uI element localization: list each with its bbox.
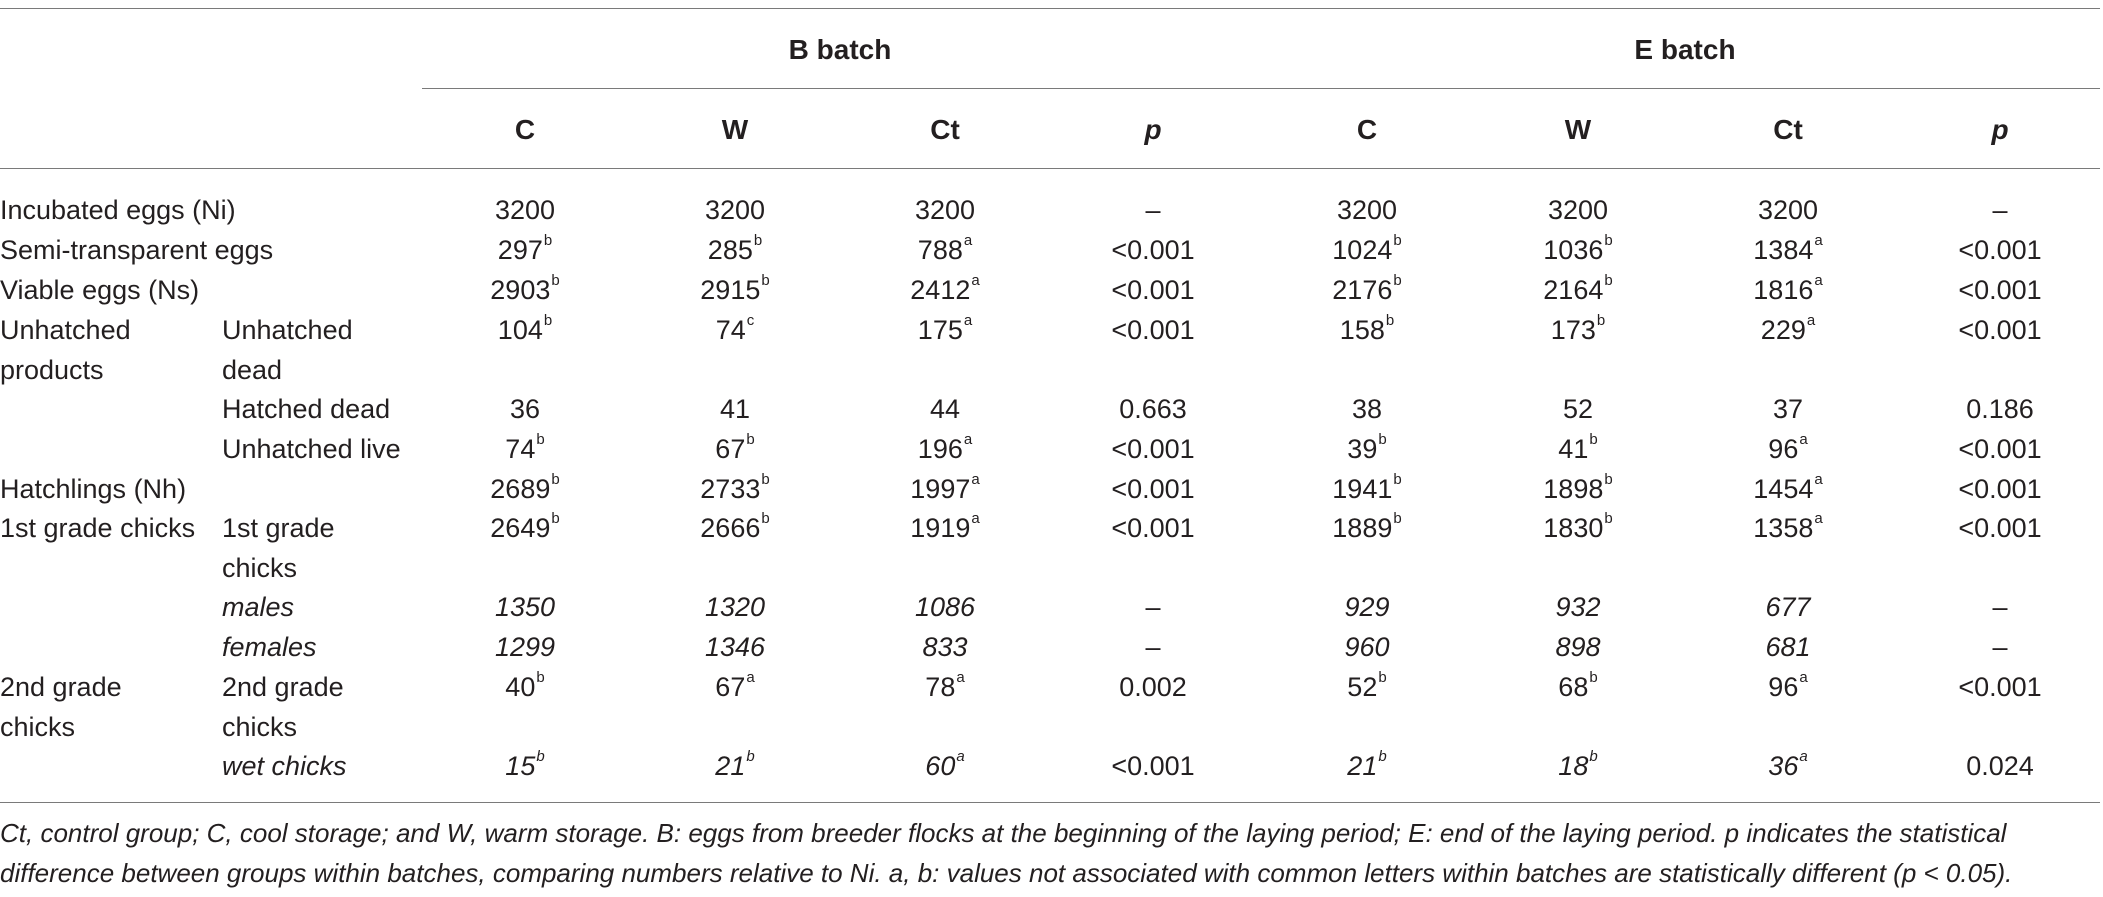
row-group-label: 2nd grade chicks [0, 672, 122, 742]
table-footnote: Ct, control group; C, cool storage; and W, warm storage. B: eggs from breeder flocks at the beginning of the laying period; E: end of the laying period. p indicates the statistical difference between groups within batches, comparing numbers relative to Ni. a, b: values not associated with common letters within batches are statistically different (p < 0.05). [0, 818, 2013, 888]
table-cell [705, 587, 765, 627]
cell-value: 18 [1558, 751, 1589, 781]
cell-value: 681 [1765, 632, 1811, 662]
cell-value: 44 [929, 394, 961, 424]
table-cell [1111, 270, 1194, 310]
column-header: p [1144, 114, 1162, 145]
table-cell [495, 587, 555, 627]
cell-value: 68 [1558, 672, 1589, 702]
cell-value: 67 [715, 434, 746, 464]
cell-value: 74 [715, 315, 746, 345]
cell-value: 677 [1765, 592, 1811, 622]
table-cell [1765, 587, 1810, 627]
cell-value: 40 [505, 672, 536, 702]
table-cell [1145, 627, 1160, 667]
cell-value: 104 [497, 315, 543, 345]
significance-letter: a [746, 669, 755, 686]
significance-letter: b [1385, 312, 1395, 329]
table-cell [910, 508, 979, 548]
significance-letter: a [971, 471, 980, 488]
table-cell [1753, 469, 1822, 509]
table-cell [1753, 508, 1822, 548]
significance-letter: b [543, 312, 553, 329]
table-cell [700, 270, 769, 310]
table-cell [918, 429, 972, 469]
table-bottom-rule [0, 802, 2100, 803]
table-cell [1761, 310, 1815, 350]
row-sub-label: males [222, 592, 295, 622]
cell-value: 0.663 [1119, 394, 1187, 424]
table-cell [1119, 667, 1187, 707]
table-cell [915, 190, 975, 230]
cell-value: 2649 [490, 513, 551, 543]
cell-value: 2176 [1332, 275, 1393, 305]
table-cell [1548, 190, 1608, 230]
cell-value: – [1992, 632, 2008, 662]
cell-value: 2689 [490, 474, 551, 504]
column-header: Ct [930, 114, 960, 145]
significance-letter: b [1378, 748, 1387, 765]
cell-value: – [1145, 592, 1161, 622]
significance-letter: b [746, 431, 755, 448]
significance-letter: b [761, 510, 770, 527]
cell-value: 1350 [494, 592, 556, 622]
significance-letter: a [1814, 471, 1823, 488]
significance-letter: a [971, 510, 980, 527]
significance-letter: b [1596, 312, 1606, 329]
table-cell [1352, 389, 1382, 429]
table-cell [1758, 190, 1818, 230]
significance-letter: a [963, 312, 973, 329]
cell-value: 67 [715, 672, 746, 702]
row-sub-label: Unhatched dead [222, 315, 353, 385]
cell-value: 1036 [1543, 235, 1604, 265]
cell-value: 2903 [490, 275, 551, 305]
cell-value: 929 [1344, 592, 1390, 622]
cell-value: 3200 [914, 195, 976, 225]
significance-letter: c [746, 312, 755, 329]
cell-value: 41 [719, 394, 751, 424]
batch-header-b: B batch [788, 34, 892, 65]
significance-letter: b [1393, 272, 1402, 289]
cell-value: <0.001 [1111, 434, 1195, 464]
cell-value: – [1992, 592, 2008, 622]
significance-letter: b [543, 232, 553, 249]
table-cell [505, 429, 544, 469]
cell-value: 1024 [1332, 235, 1393, 265]
cell-value: 2915 [700, 275, 761, 305]
significance-letter: b [1393, 232, 1402, 249]
cell-value: <0.001 [1958, 235, 2042, 265]
cell-value: 0.002 [1119, 672, 1187, 702]
table-cell [1111, 469, 1194, 509]
cell-value: 96 [1768, 672, 1799, 702]
row-group-label: Viable eggs (Ns) [0, 275, 200, 305]
table-cell [1543, 508, 1612, 548]
cell-value: 3200 [1547, 195, 1609, 225]
significance-letter: b [536, 431, 545, 448]
significance-letter: b [1604, 471, 1613, 488]
table-cell [1111, 429, 1194, 469]
significance-letter: a [963, 431, 973, 448]
table-cell [708, 230, 762, 270]
cell-value: 96 [1768, 434, 1799, 464]
table-cell [505, 667, 544, 707]
table-cell [1111, 508, 1194, 548]
cell-value: 3200 [1757, 195, 1819, 225]
significance-letter: a [1814, 510, 1823, 527]
table-cell [1753, 270, 1822, 310]
cell-value: <0.001 [1958, 315, 2042, 345]
cell-value: 36 [509, 394, 541, 424]
table-cell [1344, 587, 1389, 627]
table-cell [1958, 667, 2041, 707]
table-cell [1958, 429, 2041, 469]
cell-value: <0.001 [1111, 315, 1195, 345]
row-sub-label: 2nd grade chicks [222, 672, 344, 742]
batch-header-e: E batch [1634, 34, 1736, 65]
table-cell [1332, 469, 1401, 509]
significance-letter: a [963, 232, 973, 249]
cell-value: 36 [1768, 751, 1799, 781]
table-cell [495, 190, 555, 230]
cell-value: 21 [715, 751, 746, 781]
table-cell [1111, 310, 1194, 350]
table-cell [1768, 667, 1807, 707]
cell-value: <0.001 [1958, 434, 2042, 464]
table-cell [1958, 270, 2041, 310]
cell-value: 74 [505, 434, 536, 464]
table-cell [1992, 627, 2007, 667]
row-sub-label: wet chicks [222, 751, 347, 781]
table-cell [1344, 627, 1389, 667]
table-cell [1768, 746, 1807, 786]
table-cell [922, 627, 967, 667]
table-cell [1966, 389, 2034, 429]
row-sub-label: 1st grade chicks [222, 513, 335, 583]
table-cell [700, 508, 769, 548]
cell-value: 3200 [1336, 195, 1398, 225]
cell-value: 932 [1555, 592, 1601, 622]
cell-value: 38 [1351, 394, 1383, 424]
cell-value: 285 [707, 235, 753, 265]
table-cell [1332, 508, 1401, 548]
significance-letter: a [1814, 232, 1823, 249]
row-group-label: Semi-transparent eggs [0, 235, 274, 265]
table-cell [1119, 389, 1187, 429]
significance-letter: b [753, 232, 763, 249]
table-cell [1337, 190, 1397, 230]
row-group-label: Incubated eggs (Ni) [0, 195, 236, 225]
table-cell [715, 429, 754, 469]
cell-value: 60 [925, 751, 956, 781]
cell-value: 960 [1344, 632, 1390, 662]
cell-value: <0.001 [1958, 672, 2042, 702]
cell-value: 1919 [910, 513, 971, 543]
significance-letter: b [1604, 272, 1613, 289]
table-cell [915, 587, 975, 627]
significance-letter: a [956, 748, 965, 765]
table-cell [1111, 746, 1194, 786]
table-cell [1966, 746, 2034, 786]
table-cell [715, 667, 754, 707]
cell-value: 1320 [704, 592, 766, 622]
table-cell [1563, 389, 1593, 429]
significance-letter: b [551, 510, 560, 527]
cell-value: 788 [917, 235, 963, 265]
cell-value: 1941 [1332, 474, 1393, 504]
cell-value: 898 [1555, 632, 1601, 662]
table-cell [716, 310, 755, 350]
significance-letter: a [971, 272, 980, 289]
table-cell [1340, 310, 1394, 350]
significance-letter: b [1589, 431, 1598, 448]
column-header: W [1564, 114, 1592, 145]
table-cell [495, 627, 555, 667]
significance-letter: b [551, 272, 560, 289]
table-cell [1958, 310, 2041, 350]
cell-value: <0.001 [1111, 751, 1195, 781]
significance-letter: b [1393, 471, 1402, 488]
cell-value: <0.001 [1958, 474, 2042, 504]
batch-header-rule [422, 88, 2100, 89]
cell-value: 3200 [704, 195, 766, 225]
significance-letter: b [1604, 232, 1613, 249]
table-cell [498, 230, 552, 270]
significance-letter: b [1378, 431, 1387, 448]
cell-value: 1889 [1332, 513, 1393, 543]
table-cell [1992, 587, 2007, 627]
table-cell [918, 230, 972, 270]
significance-letter: b [1393, 510, 1402, 527]
column-header: W [721, 114, 749, 145]
table-cell [1347, 429, 1386, 469]
table-cell [1555, 587, 1600, 627]
table-cell [1558, 746, 1597, 786]
cell-value: 41 [1558, 434, 1589, 464]
significance-letter: b [761, 272, 770, 289]
significance-letter: b [761, 471, 770, 488]
row-sub-label: Hatched dead [222, 394, 391, 424]
table-cell [1543, 270, 1612, 310]
table-cell [700, 469, 769, 509]
significance-letter: a [1799, 748, 1808, 765]
table-cell [1958, 469, 2041, 509]
cell-value: 52 [1347, 672, 1378, 702]
table-cell [1958, 508, 2041, 548]
row-sub-label: females [222, 632, 317, 662]
table-cell [1332, 270, 1401, 310]
cell-value: <0.001 [1111, 513, 1195, 543]
cell-value: 1384 [1753, 235, 1814, 265]
cell-value: 2164 [1543, 275, 1604, 305]
table-cell [490, 469, 559, 509]
table-cell [505, 746, 544, 786]
row-group-label: Hatchlings (Nh) [0, 474, 187, 504]
table-cell [715, 746, 754, 786]
table-cell [930, 389, 960, 429]
cell-value: 1299 [494, 632, 556, 662]
table-cell [1765, 627, 1810, 667]
cell-value: 37 [1772, 394, 1804, 424]
cell-value: 0.024 [1966, 751, 2034, 781]
cell-value: 15 [505, 751, 536, 781]
table-cell [1992, 190, 2007, 230]
row-group-label: 1st grade chicks [0, 513, 196, 543]
table-cell [1555, 627, 1600, 667]
table-cell [925, 667, 964, 707]
cell-value: 1346 [704, 632, 766, 662]
cell-value: 229 [1760, 315, 1806, 345]
table-cell [498, 310, 552, 350]
cell-value: 1830 [1543, 513, 1604, 543]
table-cell [510, 389, 540, 429]
table-cell [925, 746, 964, 786]
table-cell [1145, 190, 1160, 230]
cell-value: 52 [1562, 394, 1594, 424]
significance-letter: b [1378, 669, 1387, 686]
table-cell [1773, 389, 1803, 429]
significance-letter: b [1589, 748, 1598, 765]
cell-value: 2666 [700, 513, 761, 543]
table-cell [918, 310, 972, 350]
significance-letter: b [536, 748, 545, 765]
cell-value: 833 [922, 632, 968, 662]
significance-letter: a [1799, 431, 1808, 448]
table-cell [705, 627, 765, 667]
table-cell [1543, 230, 1612, 270]
cell-value: <0.001 [1958, 513, 2042, 543]
cell-value: 158 [1339, 315, 1385, 345]
table-cell [1543, 469, 1612, 509]
cell-value: <0.001 [1111, 235, 1195, 265]
significance-letter: a [1799, 669, 1808, 686]
significance-letter: b [1589, 669, 1598, 686]
cell-value: <0.001 [1958, 275, 2042, 305]
column-header-rule [0, 168, 2100, 169]
cell-value: 0.186 [1966, 394, 2034, 424]
significance-letter: b [551, 471, 560, 488]
cell-value: 297 [497, 235, 543, 265]
cell-value: 3200 [494, 195, 556, 225]
table-cell [910, 270, 979, 310]
table-cell [1558, 429, 1597, 469]
cell-value: 1898 [1543, 474, 1604, 504]
cell-value: 2412 [910, 275, 971, 305]
column-header: p [1991, 114, 2009, 145]
column-header: Ct [1773, 114, 1803, 145]
table-top-rule [0, 8, 2100, 9]
cell-value: 1997 [910, 474, 971, 504]
table-cell [1332, 230, 1401, 270]
cell-value: 1358 [1753, 513, 1814, 543]
table-cell [490, 270, 559, 310]
column-header: C [1356, 114, 1378, 145]
table-cell [1958, 230, 2041, 270]
cell-value: 1816 [1753, 275, 1814, 305]
cell-value: 39 [1347, 434, 1378, 464]
table-cell [1145, 587, 1160, 627]
significance-letter: a [1806, 312, 1816, 329]
cell-value: <0.001 [1111, 474, 1195, 504]
cell-value: <0.001 [1111, 275, 1195, 305]
cell-value: 2733 [700, 474, 761, 504]
row-sub-label: Unhatched live [222, 434, 401, 464]
table-cell [720, 389, 750, 429]
row-group-label: Unhatched products [0, 315, 131, 385]
cell-value: – [1145, 632, 1161, 662]
cell-value: 196 [917, 434, 963, 464]
table-cell [910, 469, 979, 509]
table-cell [1558, 667, 1597, 707]
table-cell [1347, 746, 1386, 786]
significance-letter: a [956, 669, 965, 686]
significance-letter: b [746, 748, 755, 765]
cell-value: 175 [917, 315, 963, 345]
table-cell [1551, 310, 1605, 350]
column-header: C [514, 114, 536, 145]
cell-value: – [1992, 195, 2008, 225]
table-cell [1768, 429, 1807, 469]
significance-letter: b [1604, 510, 1613, 527]
table-cell [1111, 230, 1194, 270]
significance-letter: a [1814, 272, 1823, 289]
cell-value: 21 [1347, 751, 1378, 781]
cell-value: 173 [1550, 315, 1596, 345]
cell-value: – [1145, 195, 1161, 225]
table-cell [490, 508, 559, 548]
table-cell [1753, 230, 1822, 270]
table-cell [705, 190, 765, 230]
cell-value: 1086 [914, 592, 976, 622]
cell-value: 78 [925, 672, 956, 702]
cell-value: 1454 [1753, 474, 1814, 504]
table-cell [1347, 667, 1386, 707]
significance-letter: b [536, 669, 545, 686]
